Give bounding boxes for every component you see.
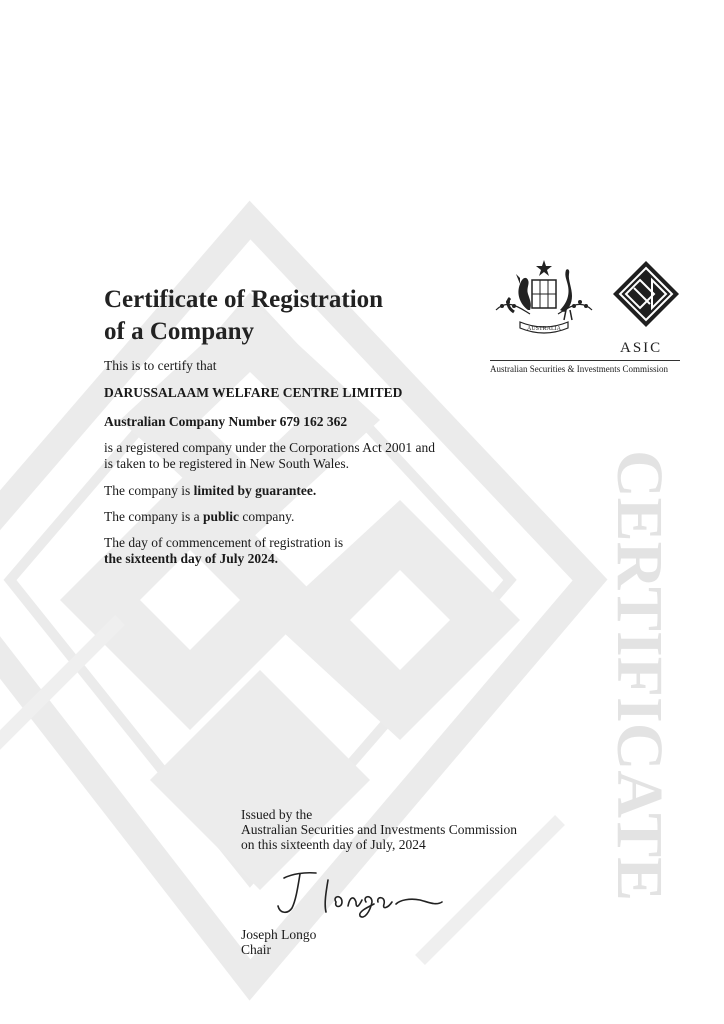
asic-diamond-icon: [612, 260, 680, 328]
type-suffix: company.: [239, 509, 295, 524]
logo-divider: [490, 360, 680, 361]
signatory-block: [241, 927, 316, 957]
company-number: Australian Company Number 679 162 362: [104, 414, 348, 429]
watermark-text: CERTIFICATE: [603, 450, 676, 902]
commencement-statement: [104, 535, 343, 567]
company-type-statement: [104, 509, 294, 525]
commencement-line-1: The day of commencement of registration is: [104, 535, 344, 550]
type-emphasis: public: [202, 509, 240, 524]
commencement-date: the sixteenth day of July 2024.: [104, 551, 279, 566]
issued-line-3: on this sixteenth day of July, 2024: [241, 837, 426, 852]
asic-logo-block: [488, 256, 684, 378]
asic-abbreviation: ASIC: [620, 340, 663, 356]
limited-prefix: The company is: [104, 483, 194, 498]
title-line-1: Certificate of Registration: [104, 286, 384, 313]
signatory-title: Chair: [241, 942, 271, 957]
limited-statement: [104, 483, 316, 499]
coat-of-arms-label: AUSTRALIA: [527, 326, 561, 332]
issued-line-1: Issued by the: [241, 807, 313, 822]
certificate-title: [104, 284, 383, 348]
company-name: DARUSSALAAM WELFARE CENTRE LIMITED: [104, 385, 403, 400]
signature-image: [270, 862, 450, 926]
issuer-block: [241, 807, 517, 852]
title-line-2: of a Company: [104, 318, 255, 345]
registration-statement: [104, 440, 435, 472]
limited-emphasis: limited by guarantee.: [193, 483, 317, 498]
issued-line-2: Australian Securities and Investments Commission: [241, 822, 517, 837]
asic-full-name: Australian Securities & Investments Commission: [490, 364, 668, 374]
registration-line-1: is a registered company under the Corporations Act 2001 and: [104, 440, 436, 455]
intro-text: This is to certify that: [104, 358, 217, 373]
type-prefix: The company is a: [104, 509, 203, 524]
registration-line-2: is taken to be registered in New South Wales.: [104, 456, 349, 471]
coat-of-arms-icon: [490, 258, 598, 340]
signatory-name: Joseph Longo: [241, 927, 317, 942]
